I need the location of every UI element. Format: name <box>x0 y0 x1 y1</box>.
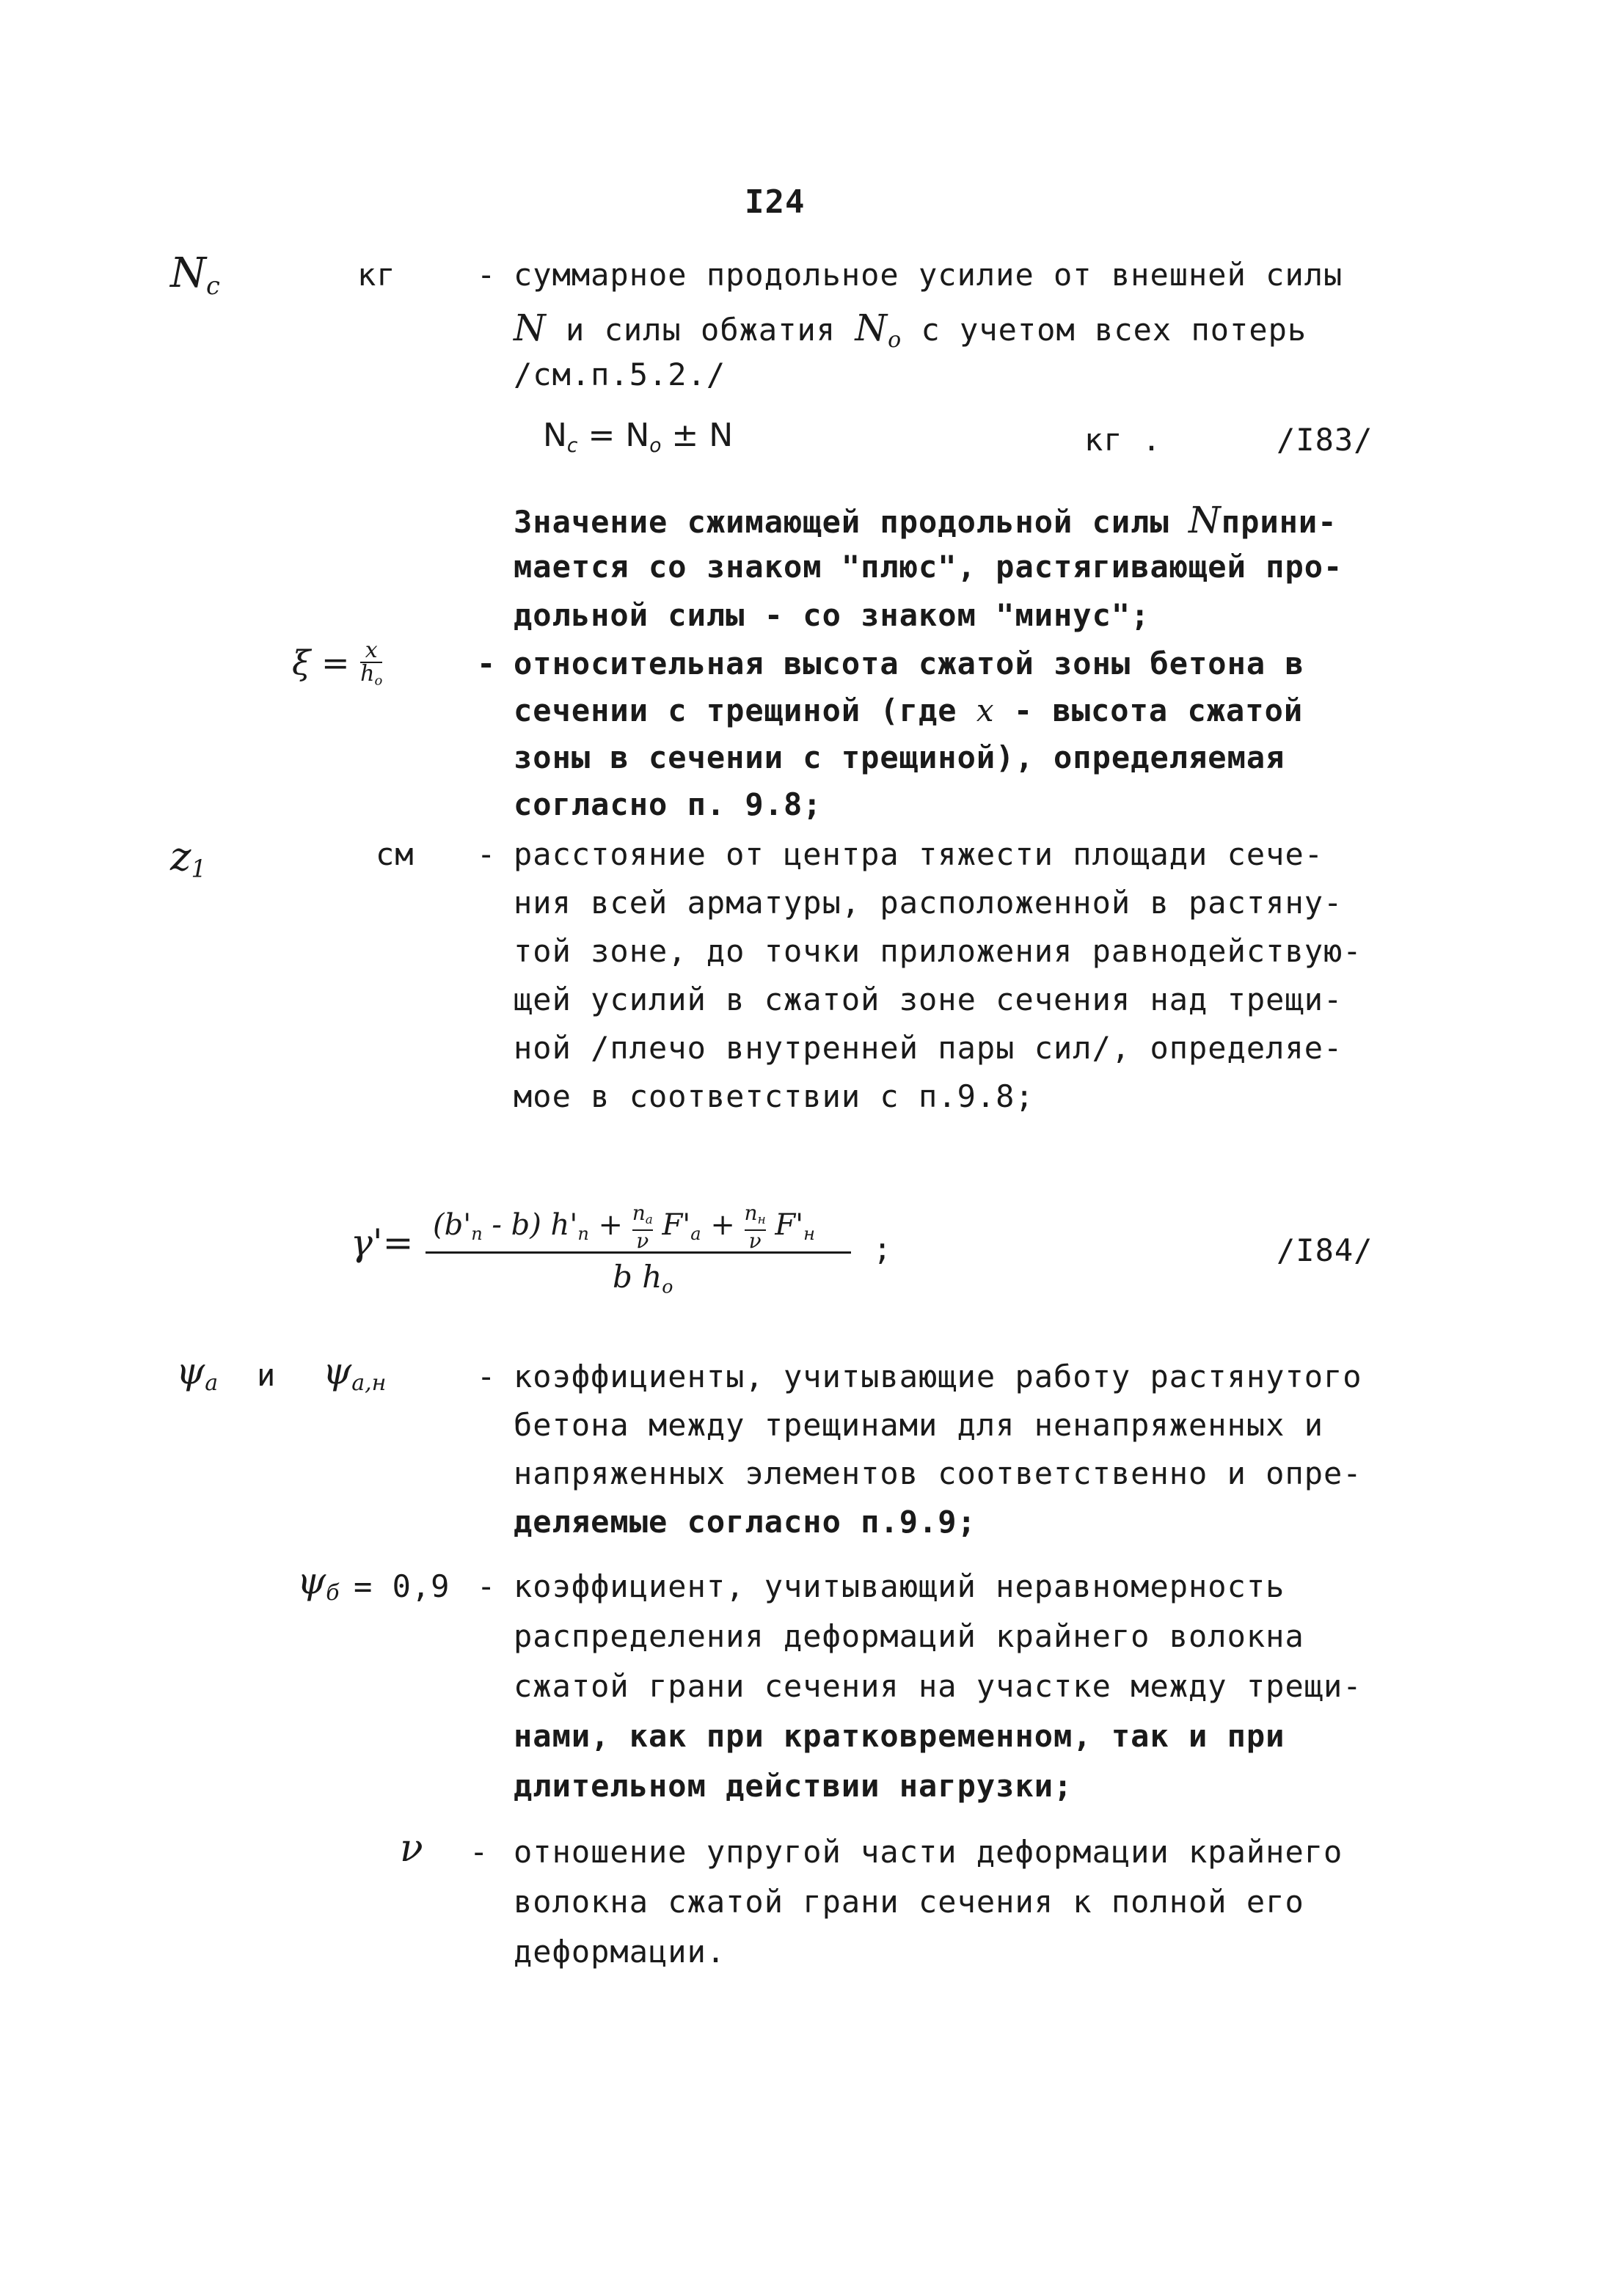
text-line: расстояние от центра тяжести площади сече- <box>514 836 1324 872</box>
text-line: относительная высота сжатой зоны бетона в <box>514 646 1304 681</box>
symbol-nc: $N_c$ <box>170 249 220 301</box>
text-line: деляемые согласно п.9.9; <box>514 1504 976 1540</box>
page-number: I24 <box>745 183 806 221</box>
symbol-psi-a: $\psi_a$ <box>176 1350 219 1396</box>
value: = 0,9 <box>354 1568 450 1604</box>
symbol-psi-b: $\psi_б$ <box>297 1560 340 1606</box>
formula-number: /I84/ <box>1277 1232 1373 1268</box>
symbol-nu: ν <box>400 1827 423 1871</box>
text-line: коэффициент, учитывающий неравномерность <box>514 1568 1285 1604</box>
unit-kg: кг <box>357 257 396 293</box>
text-line: сечении с трещиной (где x - высота сжатой <box>514 692 1304 728</box>
text-line: напряженных элементов соответственно и опре- <box>514 1455 1362 1491</box>
formula-number: /I83/ <box>1277 422 1373 458</box>
text-line: сжатой грани сечения на участке между трещи- <box>514 1668 1362 1704</box>
text-line: N и силы обжатия $N_o$ с учетом всех потерь <box>514 307 1307 353</box>
text-line: /см.п.5.2./ <box>514 357 726 392</box>
note-line: Значение сжимающей продольной силы Nприни- <box>514 499 1337 541</box>
symbol-xi: ξ = $\frac{x}{h_o}$ <box>292 637 383 689</box>
conjunction: и <box>257 1357 277 1393</box>
text-line: согласно п. 9.8; <box>514 786 822 822</box>
text-line: бетона между трещинами для ненапряженных и <box>514 1407 1324 1443</box>
formula-184-denominator: b $h_o$ <box>613 1259 673 1298</box>
note-line: дольной силы - со знаком "минус"; <box>514 597 1150 633</box>
dash: - <box>477 836 497 872</box>
text-line: ной /плечо внутренней пары сил/, определяе- <box>514 1030 1343 1066</box>
text-line: суммарное продольное усилие от внешней силы <box>514 257 1343 293</box>
text-line: деформации. <box>514 1934 726 1970</box>
text-line: волокна сжатой грани сечения к полной его <box>514 1884 1304 1920</box>
formula-184-numerator: $(b'_п - b) h'_п$ + $\frac{n_a}{\nu}$ $F'_a$ + $n_н$ ν $F'_н$ <box>433 1201 815 1254</box>
dash: - <box>477 1359 497 1394</box>
text-line: щей усилий в сжатой зоне сечения над трещи- <box>514 981 1343 1017</box>
fraction-bar <box>426 1251 851 1254</box>
dash: - <box>477 257 497 293</box>
formula-semicolon: ; <box>873 1231 893 1267</box>
dash: - <box>477 1568 497 1604</box>
text-line: той зоне, до точки приложения равнодействую- <box>514 933 1362 969</box>
text-line: нами, как при кратковременном, так и при <box>514 1718 1285 1754</box>
text-line: распределения деформаций крайнего волокна <box>514 1618 1304 1654</box>
formula-184-lhs: γ'= <box>351 1221 414 1264</box>
formula-unit: кг . <box>1084 422 1162 458</box>
note-line: мается со знаком "плюс", растягивающей про- <box>514 549 1343 585</box>
dash: - <box>470 1834 489 1870</box>
text-line: ния всей арматуры, расположенной в растяну- <box>514 885 1343 921</box>
text-line: длительном действии нагрузки; <box>514 1768 1073 1804</box>
formula-183: $N_c = N_o \pm N$ <box>543 417 734 457</box>
text-line: зоны в сечении с трещиной), определяемая <box>514 739 1285 775</box>
dash: - <box>477 646 497 681</box>
symbol-psi-an: $\psi_{a,н}$ <box>323 1350 387 1396</box>
text-line: коэффициенты, учитывающие работу растянутого <box>514 1359 1362 1394</box>
text-line: отношение упругой части деформации крайнего <box>514 1834 1343 1870</box>
text-line: мое в соответствии с п.9.8; <box>514 1078 1034 1114</box>
unit-cm: см <box>376 836 415 872</box>
symbol-z1: $z_1$ <box>170 833 207 883</box>
